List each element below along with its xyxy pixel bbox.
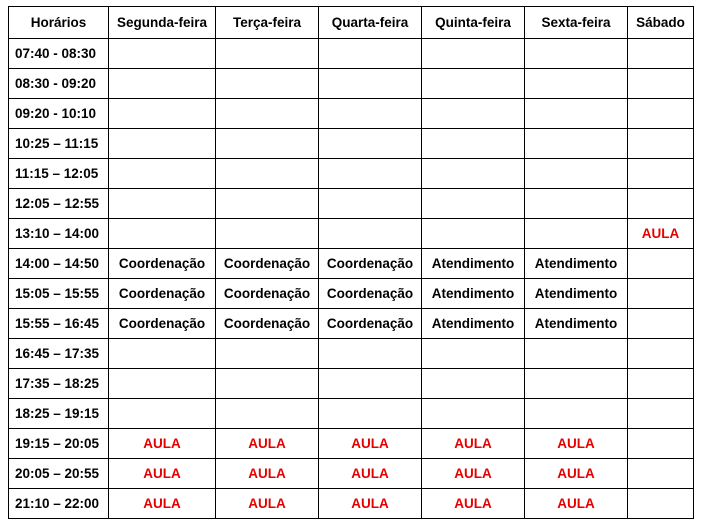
schedule-cell xyxy=(628,309,694,339)
table-row xyxy=(9,99,694,129)
schedule-cell: AULA xyxy=(422,489,525,519)
table-row xyxy=(9,159,694,189)
schedule-cell xyxy=(319,69,422,99)
schedule-cell xyxy=(525,39,628,69)
time-slot-cell: 13:10 – 14:00 xyxy=(9,219,109,249)
schedule-cell xyxy=(422,69,525,99)
table-row xyxy=(9,219,694,249)
schedule-cell xyxy=(109,69,216,99)
schedule-cell: Atendimento xyxy=(525,309,628,339)
schedule-cell xyxy=(628,129,694,159)
schedule-cell xyxy=(422,159,525,189)
time-slot-cell: 07:40 - 08:30 xyxy=(9,39,109,69)
time-slot-cell: 09:20 - 10:10 xyxy=(9,99,109,129)
schedule-cell: Coordenação xyxy=(319,249,422,279)
schedule-cell xyxy=(109,159,216,189)
table-row xyxy=(9,189,694,219)
schedule-cell: AULA xyxy=(525,459,628,489)
schedule-cell xyxy=(319,369,422,399)
schedule-cell xyxy=(216,369,319,399)
schedule-cell xyxy=(109,39,216,69)
schedule-cell: Atendimento xyxy=(422,279,525,309)
table-row xyxy=(9,39,694,69)
schedule-cell xyxy=(109,129,216,159)
time-slot-cell: 14:00 – 14:50 xyxy=(9,249,109,279)
schedule-cell xyxy=(109,399,216,429)
schedule-cell xyxy=(109,219,216,249)
time-slot-cell: 15:05 – 15:55 xyxy=(9,279,109,309)
table-row xyxy=(9,429,694,459)
schedule-cell xyxy=(319,339,422,369)
schedule-cell xyxy=(216,69,319,99)
schedule-cell xyxy=(216,399,319,429)
schedule-cell xyxy=(525,159,628,189)
schedule-cell xyxy=(628,369,694,399)
column-header-quarta: Quarta-feira xyxy=(319,7,422,39)
schedule-cell xyxy=(109,339,216,369)
column-header-segunda: Segunda-feira xyxy=(109,7,216,39)
schedule-cell xyxy=(422,339,525,369)
schedule-cell xyxy=(422,129,525,159)
schedule-cell: AULA xyxy=(109,489,216,519)
schedule-cell xyxy=(216,219,319,249)
schedule-cell xyxy=(628,69,694,99)
schedule-cell xyxy=(525,369,628,399)
time-slot-cell: 10:25 – 11:15 xyxy=(9,129,109,159)
column-header-sabado: Sábado xyxy=(628,7,694,39)
schedule-cell xyxy=(422,369,525,399)
schedule-cell xyxy=(319,39,422,69)
time-slot-cell: 15:55 – 16:45 xyxy=(9,309,109,339)
table-row xyxy=(9,249,694,279)
schedule-cell xyxy=(422,399,525,429)
schedule-cell xyxy=(216,159,319,189)
table-row xyxy=(9,369,694,399)
schedule-cell: Coordenação xyxy=(216,279,319,309)
table-row xyxy=(9,279,694,309)
schedule-cell xyxy=(525,99,628,129)
schedule-cell: AULA xyxy=(525,429,628,459)
schedule-cell xyxy=(628,189,694,219)
time-slot-cell: 18:25 – 19:15 xyxy=(9,399,109,429)
table-row xyxy=(9,399,694,429)
schedule-cell: AULA xyxy=(525,489,628,519)
schedule-cell xyxy=(319,219,422,249)
schedule-cell xyxy=(628,99,694,129)
schedule-cell: AULA xyxy=(109,459,216,489)
time-slot-cell: 17:35 – 18:25 xyxy=(9,369,109,399)
schedule-cell xyxy=(216,339,319,369)
schedule-cell xyxy=(525,69,628,99)
time-slot-cell: 21:10 – 22:00 xyxy=(9,489,109,519)
schedule-cell: Coordenação xyxy=(216,249,319,279)
schedule-cell: Atendimento xyxy=(422,249,525,279)
schedule-cell xyxy=(319,399,422,429)
column-header-sexta: Sexta-feira xyxy=(525,7,628,39)
schedule-cell xyxy=(109,189,216,219)
schedule-cell xyxy=(525,129,628,159)
schedule-cell xyxy=(525,399,628,429)
time-slot-cell: 20:05 – 20:55 xyxy=(9,459,109,489)
schedule-cell xyxy=(422,219,525,249)
schedule-cell: Coordenação xyxy=(319,279,422,309)
schedule-cell xyxy=(319,99,422,129)
time-slot-cell: 11:15 – 12:05 xyxy=(9,159,109,189)
schedule-cell xyxy=(109,99,216,129)
schedule-cell: AULA xyxy=(216,459,319,489)
table-row xyxy=(9,339,694,369)
schedule-cell: AULA xyxy=(216,489,319,519)
table-row xyxy=(9,459,694,489)
schedule-cell xyxy=(628,339,694,369)
schedule-cell xyxy=(525,189,628,219)
schedule-cell xyxy=(319,129,422,159)
table-row xyxy=(9,489,694,519)
schedule-cell: AULA xyxy=(216,429,319,459)
column-header-horarios: Horários xyxy=(9,7,109,39)
schedule-cell xyxy=(628,489,694,519)
schedule-cell: AULA xyxy=(109,429,216,459)
table-row xyxy=(9,309,694,339)
table-row xyxy=(9,69,694,99)
schedule-table xyxy=(8,6,694,519)
schedule-cell: Atendimento xyxy=(422,309,525,339)
schedule-cell xyxy=(628,39,694,69)
schedule-cell xyxy=(628,279,694,309)
schedule-cell: Coordenação xyxy=(216,309,319,339)
schedule-cell xyxy=(525,339,628,369)
time-slot-cell: 12:05 – 12:55 xyxy=(9,189,109,219)
schedule-cell: Coordenação xyxy=(109,279,216,309)
schedule-cell: Coordenação xyxy=(109,249,216,279)
schedule-cell xyxy=(216,129,319,159)
schedule-cell: AULA xyxy=(628,219,694,249)
schedule-cell xyxy=(422,39,525,69)
schedule-cell xyxy=(628,159,694,189)
schedule-cell: AULA xyxy=(422,429,525,459)
schedule-body xyxy=(9,39,694,519)
schedule-cell: Atendimento xyxy=(525,249,628,279)
schedule-cell xyxy=(216,189,319,219)
schedule-cell xyxy=(319,189,422,219)
schedule-cell: Coordenação xyxy=(319,309,422,339)
schedule-cell: AULA xyxy=(422,459,525,489)
schedule-cell: Atendimento xyxy=(525,279,628,309)
column-header-terca: Terça-feira xyxy=(216,7,319,39)
schedule-cell: AULA xyxy=(319,429,422,459)
time-slot-cell: 08:30 - 09:20 xyxy=(9,69,109,99)
schedule-cell xyxy=(422,189,525,219)
table-row xyxy=(9,129,694,159)
schedule-cell: Coordenação xyxy=(109,309,216,339)
schedule-cell xyxy=(319,159,422,189)
schedule-cell xyxy=(628,459,694,489)
header-row xyxy=(9,7,694,39)
schedule-cell xyxy=(216,39,319,69)
schedule-cell xyxy=(628,249,694,279)
schedule-cell: AULA xyxy=(319,459,422,489)
schedule-cell xyxy=(109,369,216,399)
schedule-cell xyxy=(216,99,319,129)
time-slot-cell: 19:15 – 20:05 xyxy=(9,429,109,459)
time-slot-cell: 16:45 – 17:35 xyxy=(9,339,109,369)
schedule-cell xyxy=(525,219,628,249)
schedule-cell xyxy=(628,399,694,429)
schedule-cell: AULA xyxy=(319,489,422,519)
schedule-cell xyxy=(628,429,694,459)
schedule-cell xyxy=(422,99,525,129)
column-header-quinta: Quinta-feira xyxy=(422,7,525,39)
